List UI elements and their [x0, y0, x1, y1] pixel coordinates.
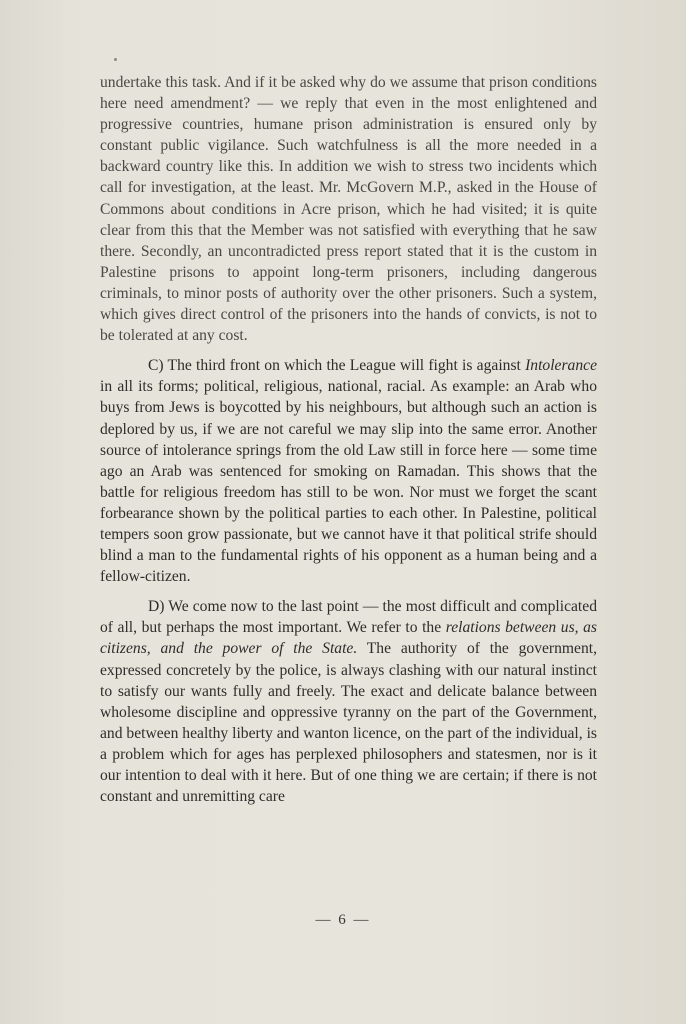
- paragraph-continuation: [100, 72, 597, 346]
- paragraph-section-d: [100, 596, 597, 807]
- paper-speck: [114, 58, 117, 61]
- body-text: [100, 72, 597, 807]
- text-run: The authority of the government, expressed concretely by the police, is always clashing with our natural instinct to satisfy our wants fully and freely. The exact and delicate balance between wholesome discipline and oppressive tyranny on the part of the Government, and between healthy liberty and wanton licence, on the part of the individual, is a problem which for ages has perplexed philosophers and statesmen, nor is it our intention to deal with it here. But of one thing we are certain; if there is not constant and unremitting care: [100, 640, 597, 806]
- text-run: undertake this task. And if it be asked why do we assume that prison conditions here need amendment? — we reply that even in the most enlightened and progressive countries, humane prison administration is ensured only by constant public vigilance. Such watchfulness is all the more needed in a backward country like this. In addition we wish to stress two incidents which call for investigation, at the least. Mr. McGovern M.P., asked in the House of Commons about conditions in Acre prison, which he had visited; it is quite clear from this that the Member was not satisfied with everything that he saw there. Secondly, an uncontradicted press report stated that it is the custom in Palestine prisons to appoint long-term prisoners, including dangerous criminals, to minor posts of authority over the other prisoners. Such a system, which gives direct control of the prisoners into the hands of convicts, is not to be tolerated at any cost.: [100, 74, 597, 345]
- emphasis-intolerance: Intolerance: [525, 357, 597, 375]
- page-number: — 6 —: [315, 912, 371, 928]
- text-run: D) We come now to the last point — the most difficult and complicated of all, but perhaps the most important. We refer to the: [100, 598, 597, 637]
- emphasis-relations: relations between us, as citizens, and the power of the State.: [100, 619, 597, 658]
- paragraph-section-c: [100, 355, 597, 587]
- text-run: in all its forms; political, religious, national, racial. As example: an Arab who buys from Jews is boycotted by his neighbours, but although such an action is deplored by us, if we are not careful we may slip into the same error. Another source of intolerance springs from the old Law still in force here — some time ago an Arab was sentenced for smoking on Ramadan. This shows that the battle for religious freedom has still to be won. Nor must we forget the scant forbearance shown by the political parties to each other. In Palestine, political tempers soon grow passionate, but we cannot have it that political strife should blind a man to the fundamental rights of his opponent as a human being and a fellow-citizen.: [100, 378, 597, 586]
- text-run: C) The third front on which the League will fight is against: [148, 357, 526, 375]
